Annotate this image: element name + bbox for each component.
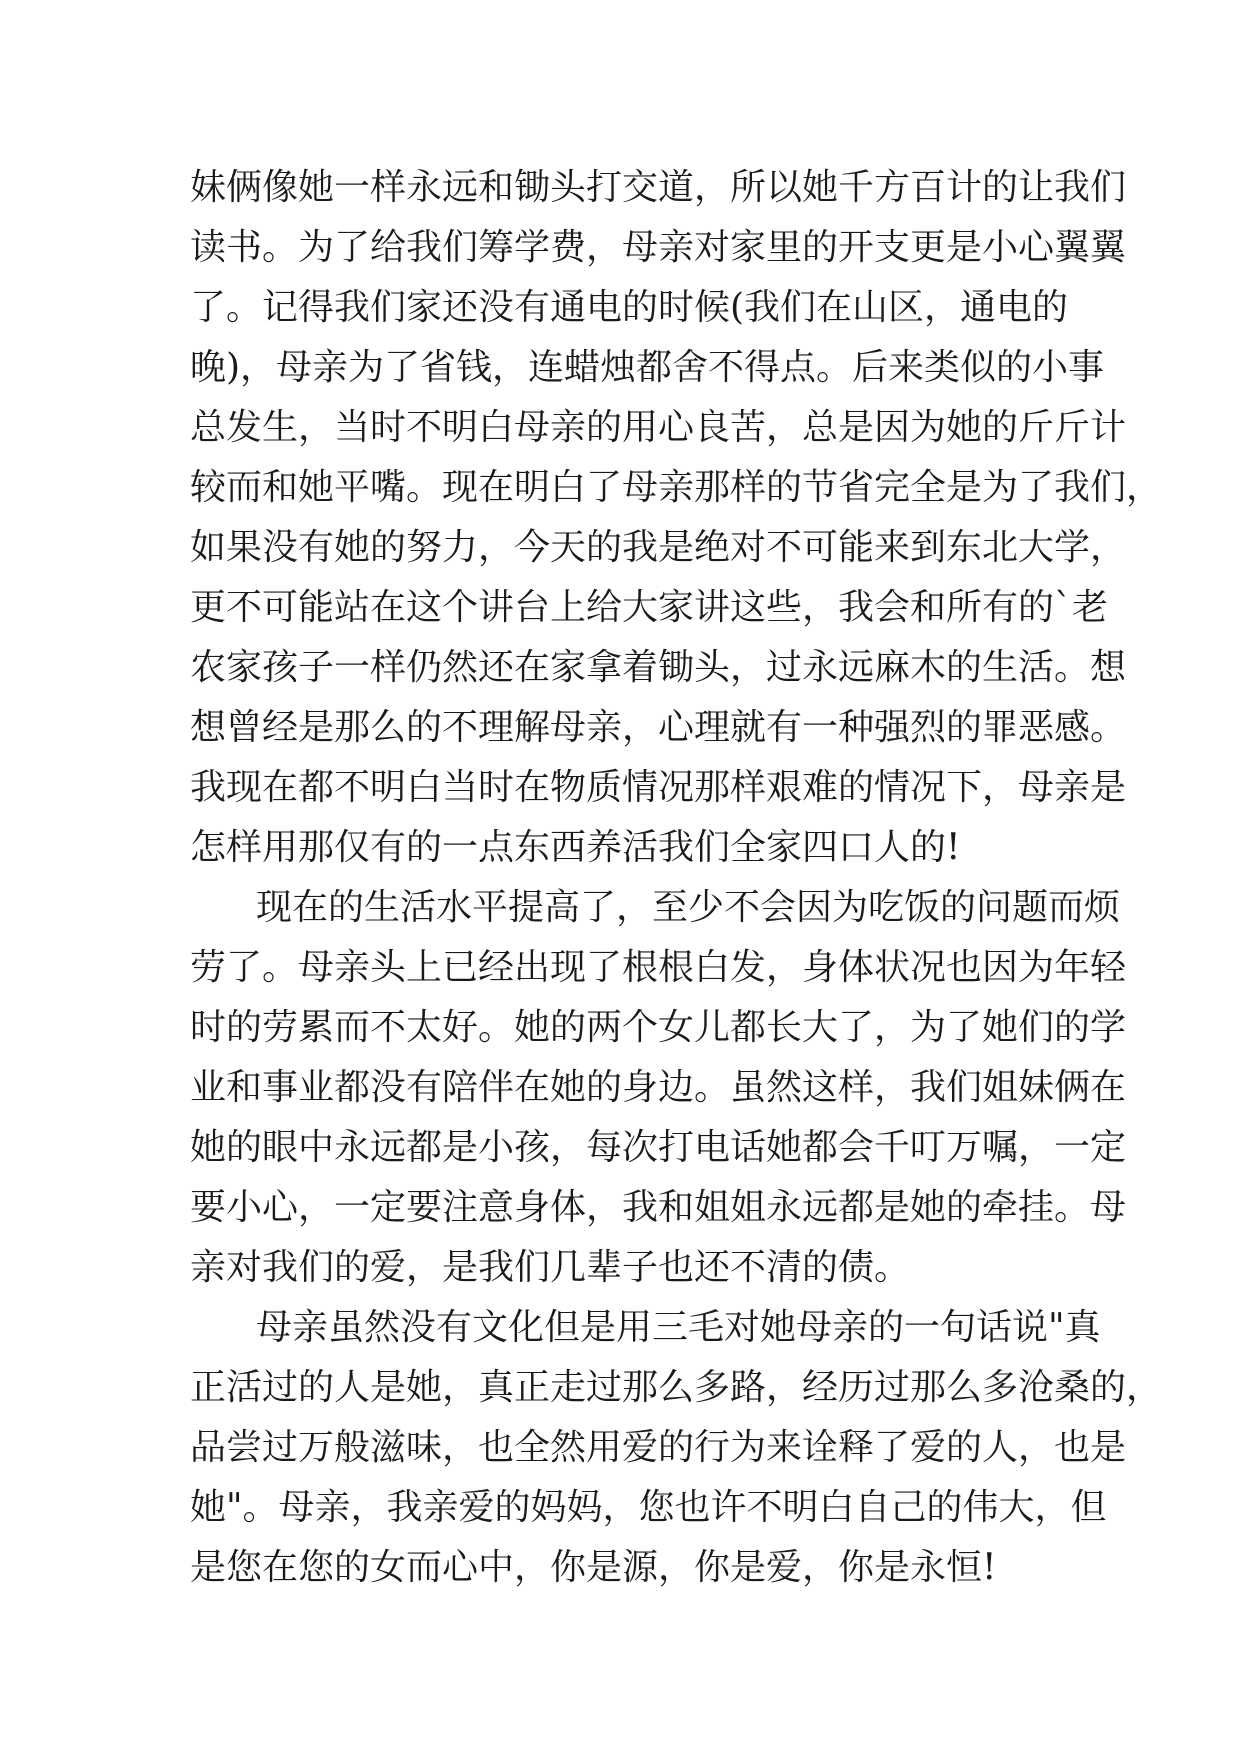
text-line: 较而和她平嘴。现在明白了母亲那样的节省完全是为了我们， [190,467,1163,508]
text-line: 读书。为了给我们筹学费，母亲对家里的开支更是小心翼翼 [190,227,1127,268]
text-line: 亲对我们的爱，是我们几辈子也还不清的债。 [190,1247,911,1288]
paragraph-first-line: 母亲虽然没有文化但是用三毛对她母亲的一句话说"真 [256,1307,1101,1348]
text-line: 晚)，母亲为了省钱，连蜡烛都舍不得点。后来类似的小事 [190,347,1105,388]
text-line: 妹俩像她一样永远和锄头打交道，所以她千方百计的让我们 [190,167,1127,208]
text-line: 了。记得我们家还没有通电的时候(我们在山区，通电的 [190,287,1069,328]
text-line: 时的劳累而不太好。她的两个女儿都长大了，为了她们的学 [190,1007,1127,1048]
text-line: 要小心，一定要注意身体，我和姐姐永远都是她的牵挂。母 [190,1187,1127,1228]
text-line: 正活过的人是她，真正走过那么多路，经历过那么多沧桑的， [190,1367,1163,1408]
text-line: 我现在都不明白当时在物质情况那样艰难的情况下，母亲是 [190,767,1127,808]
body-text [190,158,1163,1598]
text-line: 怎样用那仅有的一点东西养活我们全家四口人的! [190,827,961,868]
text-line: 业和事业都没有陪伴在她的身边。虽然这样，我们姐妹俩在 [190,1067,1127,1108]
paragraph-first-line: 现在的生活水平提高了，至少不会因为吃饭的问题而烦 [256,887,1121,928]
text-line: 是您在您的女而心中，你是源，你是爱，你是永恒! [190,1547,997,1588]
text-line: 更不可能站在这个讲台上给大家讲这些，我会和所有的`老 [190,587,1109,628]
text-line: 总发生，当时不明白母亲的用心良苦，总是因为她的斤斤计 [190,407,1127,448]
text-line: 她的眼中永远都是小孩，每次打电话她都会千叮万嘱，一定 [190,1127,1127,1168]
text-line: 劳了。母亲头上已经出现了根根白发，身体状况也因为年轻 [190,947,1127,988]
text-line: 如果没有她的努力，今天的我是绝对不可能来到东北大学， [190,527,1127,568]
text-line: 品尝过万般滋味，也全然用爱的行为来诠释了爱的人，也是 [190,1427,1127,1468]
text-line: 想曾经是那么的不理解母亲，心理就有一种强烈的罪恶感。 [190,707,1127,748]
text-line: 农家孩子一样仍然还在家拿着锄头，过永远麻木的生活。想 [190,647,1127,688]
text-line: 她"。母亲，我亲爱的妈妈，您也许不明白自己的伟大，但 [190,1487,1107,1528]
